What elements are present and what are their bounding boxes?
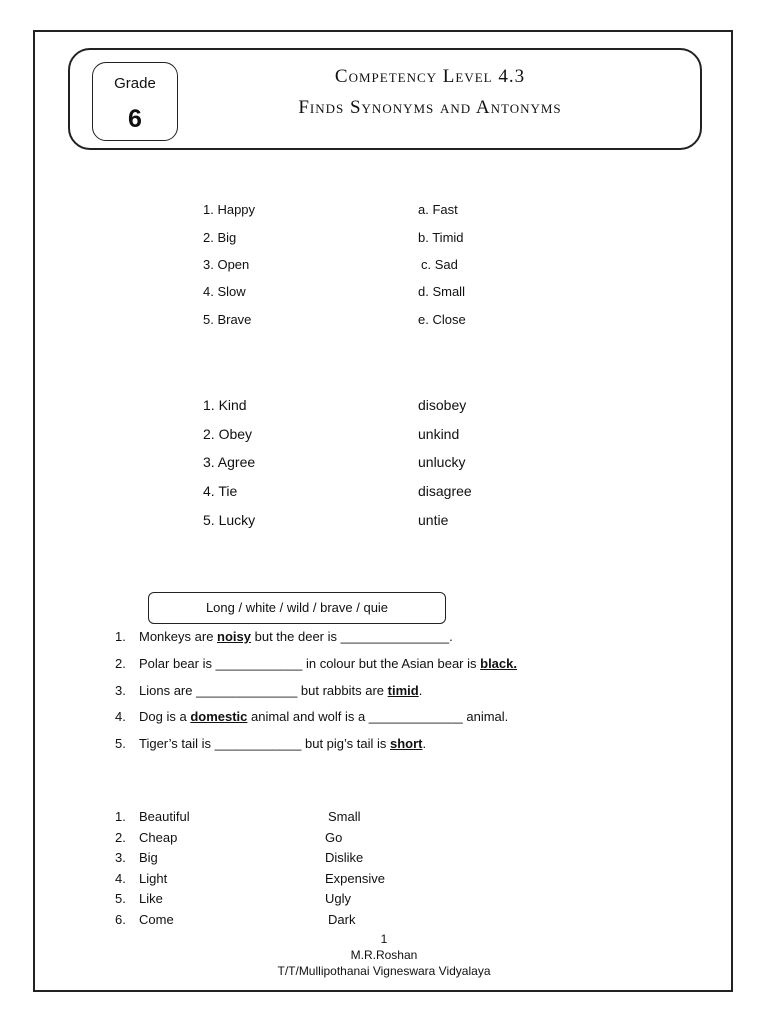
s4-left-4 (115, 871, 167, 886)
s1-right-b: b. Timid (418, 230, 464, 245)
item-word: Come (139, 912, 174, 927)
question-1 (115, 629, 453, 644)
item-number: 2. (115, 830, 126, 845)
s1-left-2: 2. Big (203, 230, 237, 245)
s4-left-1 (115, 809, 190, 824)
s4-left-6 (115, 912, 174, 927)
s4-left-2 (115, 830, 177, 845)
page-border (33, 30, 733, 992)
question-text-a: Polar bear is ____________ in colour but the Asian bear is (139, 656, 481, 671)
s4-right-3: Dislike (325, 850, 364, 865)
question-text-a: Lions are ______________ but rabbits are (139, 683, 388, 698)
question-number: 1. (115, 629, 126, 644)
s4-right-1: Small (328, 809, 361, 824)
item-number: 4. (115, 871, 126, 886)
s1-left-1: 1. Happy (203, 202, 256, 217)
s4-left-5 (115, 891, 163, 906)
question-number: 5. (115, 736, 126, 751)
item-word: Beautiful (139, 809, 190, 824)
question-emphasis: domestic (190, 709, 248, 724)
question-text-c: but the deer is _______________. (251, 629, 453, 644)
item-word: Light (139, 871, 168, 886)
author-name: M.R.Roshan (350, 948, 418, 962)
question-number: 2. (115, 656, 126, 671)
question-text-c: . (418, 683, 423, 698)
grade-label: Grade (114, 75, 156, 92)
page-number: 1 (380, 932, 388, 946)
question-emphasis: short (390, 736, 423, 751)
question-emphasis: timid (387, 683, 419, 698)
s4-right-6: Dark (328, 912, 356, 927)
question-text-c: animal and wolf is a _____________ animal. (247, 709, 509, 724)
item-word: Cheap (139, 830, 178, 845)
item-number: 6. (115, 912, 126, 927)
item-word: Like (139, 891, 163, 906)
s2-right-3: unlucky (418, 454, 466, 470)
question-4 (115, 709, 508, 724)
school-name: T/T/Mullipothanai Vigneswara Vidyalaya (277, 964, 491, 978)
s1-left-3: 3. Open (203, 257, 250, 272)
s2-right-5: untie (418, 512, 449, 528)
grade-box (92, 62, 178, 141)
s1-left-4: 4. Slow (203, 284, 246, 299)
question-emphasis: black. (480, 656, 517, 671)
question-5 (115, 736, 426, 751)
word-bank-box: Long / white / wild / brave / quie (148, 592, 446, 624)
question-text-c: . (422, 736, 427, 751)
s2-right-2: unkind (418, 426, 460, 442)
title-topic: Finds Synonyms and Antonyms (298, 97, 562, 118)
s4-right-2: Go (325, 830, 343, 845)
s1-right-a: a. Fast (418, 202, 458, 217)
s1-right-e: e. Close (418, 312, 466, 327)
s1-left-5: 5. Brave (203, 312, 252, 327)
question-2 (115, 656, 517, 671)
s1-right-d: d. Small (418, 284, 465, 299)
question-number: 3. (115, 683, 126, 698)
s2-right-1: disobey (418, 397, 467, 413)
s2-left-5: 5. Lucky (203, 512, 256, 528)
question-text-a: Monkeys are (139, 629, 218, 644)
s2-left-2: 2. Obey (203, 426, 253, 442)
s4-left-3 (115, 850, 158, 865)
item-number: 3. (115, 850, 126, 865)
item-number: 5. (115, 891, 126, 906)
question-text-a: Tiger’s tail is ____________ but pig’s tail is (139, 736, 391, 751)
s4-right-4: Expensive (325, 871, 385, 886)
question-text-a: Dog is a (139, 709, 191, 724)
s4-right-5: Ugly (325, 891, 352, 906)
s2-left-4: 4. Tie (203, 483, 238, 499)
s2-right-4: disagree (418, 483, 472, 499)
question-number: 4. (115, 709, 126, 724)
question-emphasis: noisy (217, 629, 252, 644)
item-number: 1. (115, 809, 126, 824)
s1-right-c: c. Sad (421, 257, 458, 272)
s2-left-3: 3. Agree (203, 454, 256, 470)
item-word: Big (139, 850, 158, 865)
title-competency: Competency Level 4.3 (334, 66, 526, 87)
s2-left-1: 1. Kind (203, 397, 247, 413)
question-3 (115, 683, 422, 698)
grade-number: 6 (128, 105, 142, 133)
